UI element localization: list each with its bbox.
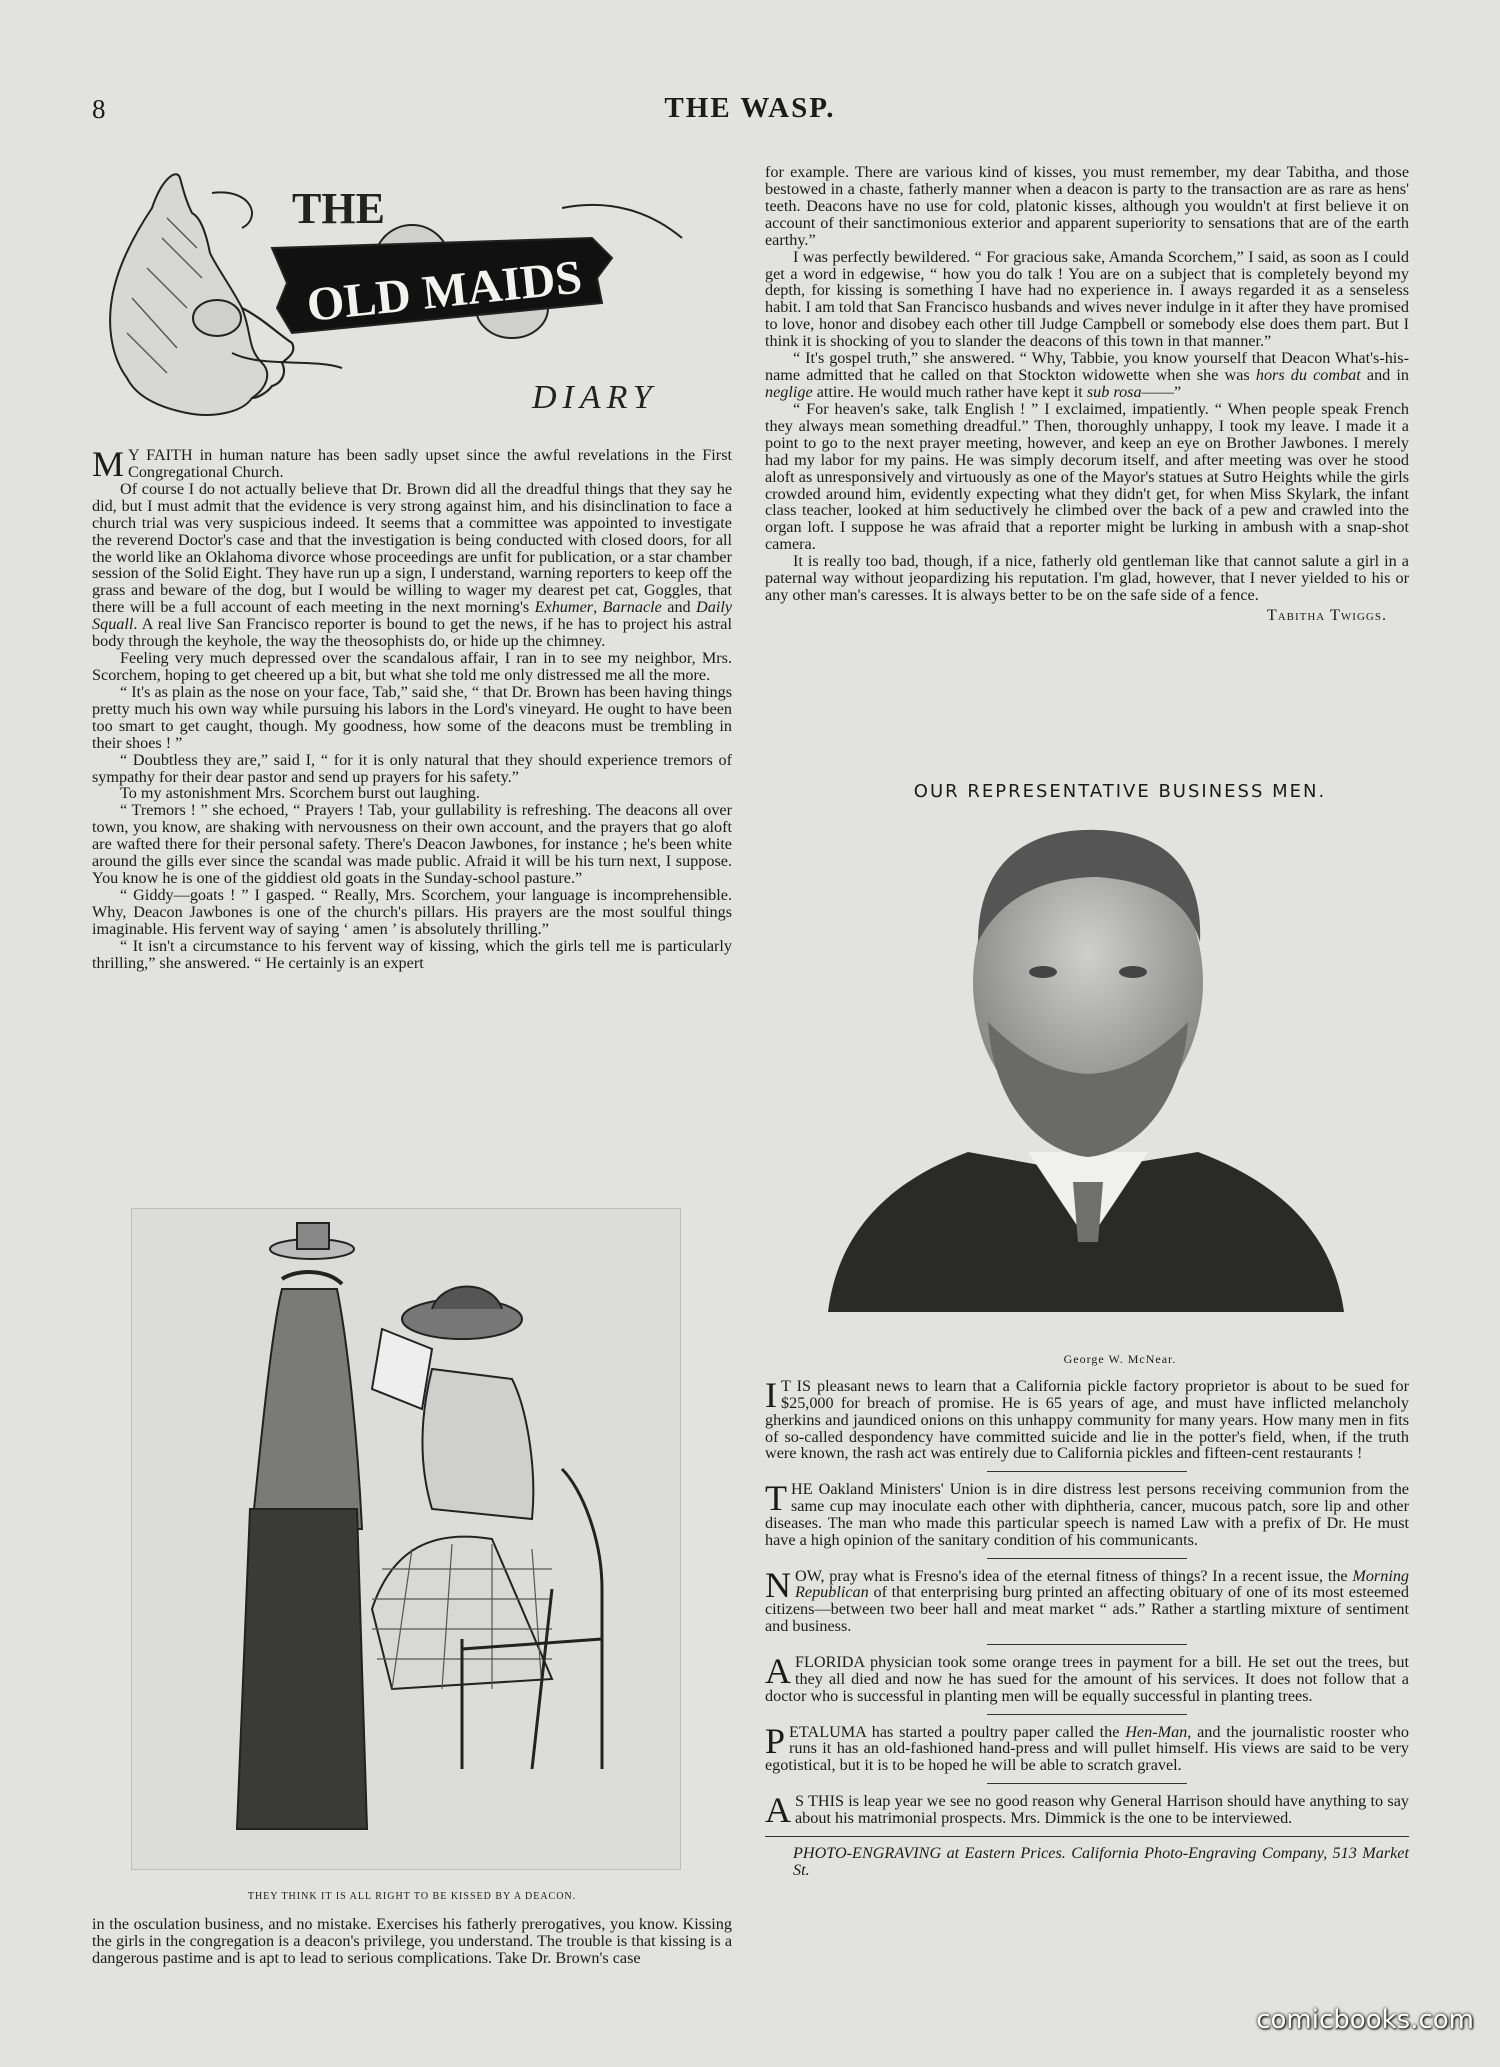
title-top-word: THE [292,184,385,233]
diary-paragraph: Of course I do not actually believe that Dr. Brown did all the dreadful things that they say he did, but I must admit that the evidence is very strong against him, and his disinclination to face a church trial was very suspicious indeed. It seems that a committee was appointed to investigate the reverend Doctor's case and that the investigation is being conducted with closed doors, for all the world like an Oklahoma divorce whose proceedings are unfit for publication, or a star chamber session of the Solid Eight. They have run up a sign, I understand, warning reporters to keep off the grass and beware of the dog, but I would be willing to wager my dearest pet cat, Goggles, that there will be a full account of each meeting in the next morning's Exhumer, Barnacle and Daily Squall. A real live San Francisco reporter is bound to get the news, if he has to project his astral body through the keyhole, the way the theosophists do, or hide up the chimney. [92,479,733,651]
paragraph-text: attire. He would much rather have kept it [816,382,1083,401]
diary-paragraph [765,350,1409,401]
deacon-kiss-illustration [131,1208,681,1870]
paragraph-text: . A real live San Francisco reporter is bound to get the news, if he has to project his astral body through the keyhole, the way the theosophists do, or hide up the chimney. [92,615,732,651]
note-text: ETALUMA has started a poultry paper called the [789,1722,1120,1741]
newspaper-name: Exhumer [534,598,594,617]
drop-cap: T [765,1478,787,1519]
standing-woman-figure [237,1223,367,1829]
drop-cap: P [765,1720,786,1761]
news-note [765,1375,1409,1463]
diary-paragraph: for example. There are various kind of kisses, you must remember, my dear Tabitha, and those bestowed in a chaste, fatherly manner when a deacon is party to the transaction are as rare as hens' teeth. Deacons have no use for cold, platonic kisses, although you wouldn't at first believe it on account of their sanctimonious exterior and apparent superiority to sensations that are of the earth earthy.” [765,163,1409,249]
portrait-caption: George W. McNear. [1063,1352,1177,1366]
divider [987,1714,1187,1715]
news-note [765,1790,1409,1831]
tie-shape [1073,1182,1103,1242]
drop-cap: I [765,1375,777,1415]
news-note [765,1720,1409,1775]
drop-cap: N [765,1564,791,1605]
newspaper-name: Hen-Man [1125,1722,1188,1741]
diary-left-column-bottom [92,1916,732,1967]
note-text: S THIS is leap year we see no good reason why General Harrison should have anything to say about his matrimonial prospects. Mrs. Dimmick is the one to be interviewed. [795,1792,1409,1827]
diary-left-column [92,444,733,972]
diary-paragraph: To my astonishment Mrs. Scorchem burst out laughing. [120,784,480,803]
diary-paragraph: in the osculation business, and no mistake. Exercises his fatherly prerogatives, you know. Kissing the girls in the congregation is a deacon's privilege, you understand. The trouble is that kissing is a dangerous pastime and is apt to lead to serious complications. Take Dr. Brown's case [92,1915,732,1967]
portrait-illustration [828,822,1344,1312]
paragraph-text: and [667,598,691,617]
seated-woman-figure [372,1287,552,1690]
illustration-caption: THEY THINK IT IS ALL RIGHT TO BE KISSED BY A DEACON. [247,1891,577,1902]
title-bottom-word: DIARY [532,379,658,416]
diary-paragraph: I was perfectly bewildered. “ For gracious sake, Amanda Scorchem,” I said, as soon as I could get a word in edgewise, “ how you do talk ! You are on a subject that is completely beyond my depth, for kissing is something I have had no experience in. I aways regarded it as a senseless habit. I am told that San Francisco husbands and wives never indulge in it after they have promised to love, honor and disobey each other till Judge Campbell or somebody else does them part. But I think it is shocking of you to slander the deacons of this town in that manner.” [765,247,1409,351]
newspaper-name: Daily Squall [92,598,733,634]
page-number: 8 [92,94,106,124]
drop-cap: A [765,1790,791,1831]
paragraph-text: Of course I do not actually believe that Dr. Brown did all the dreadful things that they say he did, but I must admit that the evidence is very strong against him, and his disinclination to face a church trial was very suspicious indeed. It seems that a committee was appointed to investigate the reverend Doctor's case and that the investigation is being conducted with closed doors, for all the world like an Oklahoma divorce whose proceedings are unfit for publication, or a star chamber session of the Solid Eight. They have run up a sign, I understand, warning reporters to keep off the grass and beware of the dog, but I would be willing to wager my dearest pet cat, Goggles, that there will be a full account of each meeting in the next morning's [92,479,732,617]
signature: Tabitha Twiggs. [1266,605,1387,624]
diary-paragraph: “ It isn't a circumstance to his fervent way of kissing, which the girls tell me is particularly thrilling,” she answered. “ He certainly is an expert [92,936,732,972]
note-text: OW, pray what is Fresno's idea of the eternal fitness of things? In a recent issue, the [795,1566,1348,1585]
masthead: THE WASP. [664,92,836,124]
drop-cap: M [92,444,125,484]
note-text: , and the journalistic rooster who runs it has an old-fashioned hand-press and will pullet himself. His views are said to be very egotistical, but it is to be hoped he will be able to scratch gravel. [765,1722,1409,1775]
diary-paragraph: “ For heaven's sake, talk English ! ” I exclaimed, impatiently. “ When people speak French they always mean something dreadful.” Then, thoroughly unhappy, I took my leave. I made it a point to go to the next prayer meeting, however, and keep an eye on Brother Jawbones. I merely had my labor for my pains. He was simply decorum itself, and after meeting was over he stood aloft as unresponsively and virtuously as one of the Mayor's statues at Sutro Heights while the girls crowded around him, evidently expecting what they didn't get, for when Miss Skylark, the infant class teacher, looked at him seductively he climbed over the back of a pew and crawled into the organ loft. I suppose he was afraid that a reporter might be lurking in ambush with a snap-shot camera. [765,399,1409,554]
divider [987,1471,1187,1472]
note-text: FLORIDA physician took some orange trees in payment for a bill. He set out the trees, but they all died and now he has sued for the amount of his services. It does not follow that a doctor who is successful in planting men will be equally successful in planting trees. [765,1652,1409,1705]
diary-paragraph: “ Doubtless they are,” said I, “ for it is only natural that they should experience tremors of sympathy for their dear pastor and send up prayers for his safety.” [92,750,732,786]
newspaper-name: Morning Republican [795,1566,1409,1602]
news-note [765,1478,1409,1549]
note-text: HE Oakland Ministers' Union is in dire distress lest persons receiving communion from the same cup may inoculate each other with diphtheria, cancer, mucous patch, sore lip and other diseases. The man who made this particular speech is named Law with a prefix of Dr. He must have a high opinion of the sanitary condition of his communicants. [765,1480,1409,1549]
paragraph-text: and in [1366,366,1410,385]
paragraph-text: ——” [1141,382,1182,401]
watermark-logo: comicbooks.com [1256,2005,1474,2035]
old-maids-diary-title-art [92,158,732,448]
divider [987,1558,1187,1559]
diary-paragraph: “ Giddy—goats ! ” I gasped. “ Really, Mrs. Scorchem, your language is incomprehensible. Why, Deacon Jawbones is one of the church's pillars. His prayers are the most soulful things imaginable. His fervent way of saying ‘ amen ’ is absolutely thrilling.” [92,885,732,938]
drop-cap: A [765,1650,791,1691]
diary-paragraph: “ It's as plain as the nose on your face, Tab,” said she, “ that Dr. Brown has been having things pretty much his own way while pursuing his labors in the Lord's vineyard. He ought to have been too smart to get caught, though. My goodness, how some of the deacons must be trembling in their shoes ! ” [92,682,732,752]
news-note [765,1564,1410,1636]
newspaper-name: Barnacle [602,598,662,617]
news-note [765,1650,1409,1705]
divider [765,1836,1409,1837]
foreign-phrase: hors du combat [1255,366,1361,385]
paragraph-text: “ It's gospel truth,” she answered. “ Why, Tabbie, you know yourself that Deacon What's-his-name admitted that he called on that Stockton widowette when she was [765,349,1409,385]
diary-right-column [765,164,1409,624]
note-text: T IS pleasant news to learn that a California pickle factory proprietor is about to be sued for $25,000 for breach of promise. He is 65 years of age, and must have inflicted melancholy gherkins and jaundiced onions on this unhappy community for many years. How many men in fits of so-called despondency have committed suicide and lie in the potter's field, when, if the truth were known, the rash act was entirely due to California pickles and fifteen-cent restaurants ! [765,1377,1409,1463]
diary-paragraph: It is really too bad, though, if a nice, fatherly old gentleman like that cannot salute a girl in a paternal way without jeopardizing his reputation. I'm glad, however, that I never yielded to his or any other man's caresses. It is always better to be on the safe side of a fence. [765,552,1409,605]
section-heading: OUR REPRESENTATIVE BUSINESS MEN. [913,781,1327,802]
note-text: of that enterprising burg printed an affecting obituary of one of its most esteemed citizens—between two beer hall and meat market “ ads.” Rather a startling mixture of sentiment and business. [765,1583,1410,1636]
divider [987,1783,1187,1784]
foreign-phrase: sub rosa [1086,382,1142,401]
diary-paragraph: Feeling very much depressed over the scandalous affair, I ran in to see my neighbor, Mrs. Scorchem, hoping to get cheered up a bit, but what she told me only distressed me all the more. [92,649,732,684]
title-main-word: OLD MAIDS [304,250,585,332]
diary-paragraph [92,444,732,484]
foreign-phrase: neglige [765,382,813,401]
divider [987,1644,1187,1645]
news-notes-column [765,1375,1410,1879]
paragraph-text: Y FAITH in human nature has been sadly upset since the awful revelations in the First Congregational Church. [128,446,732,481]
old-maid-head-illustration [110,174,293,415]
diary-paragraph: “ Tremors ! ” she echoed, “ Prayers ! Tab, your gullability is refreshing. The deacons all over town, you know, are shaking with nervousness on their own account, and the prayers that go aloft are wafted there for their personal safety. There's Deacon Jawbones, for instance ; he's been white around the gills ever since the scandal was made public. Afraid it will be his turn next, I suppose. You know he is one of the giddiest old goats in the Sunday-school pasture.” [92,801,732,888]
advertisement: PHOTO-ENGRAVING at Eastern Prices. California Photo-Engraving Company, 513 Market St. [793,1843,1409,1879]
